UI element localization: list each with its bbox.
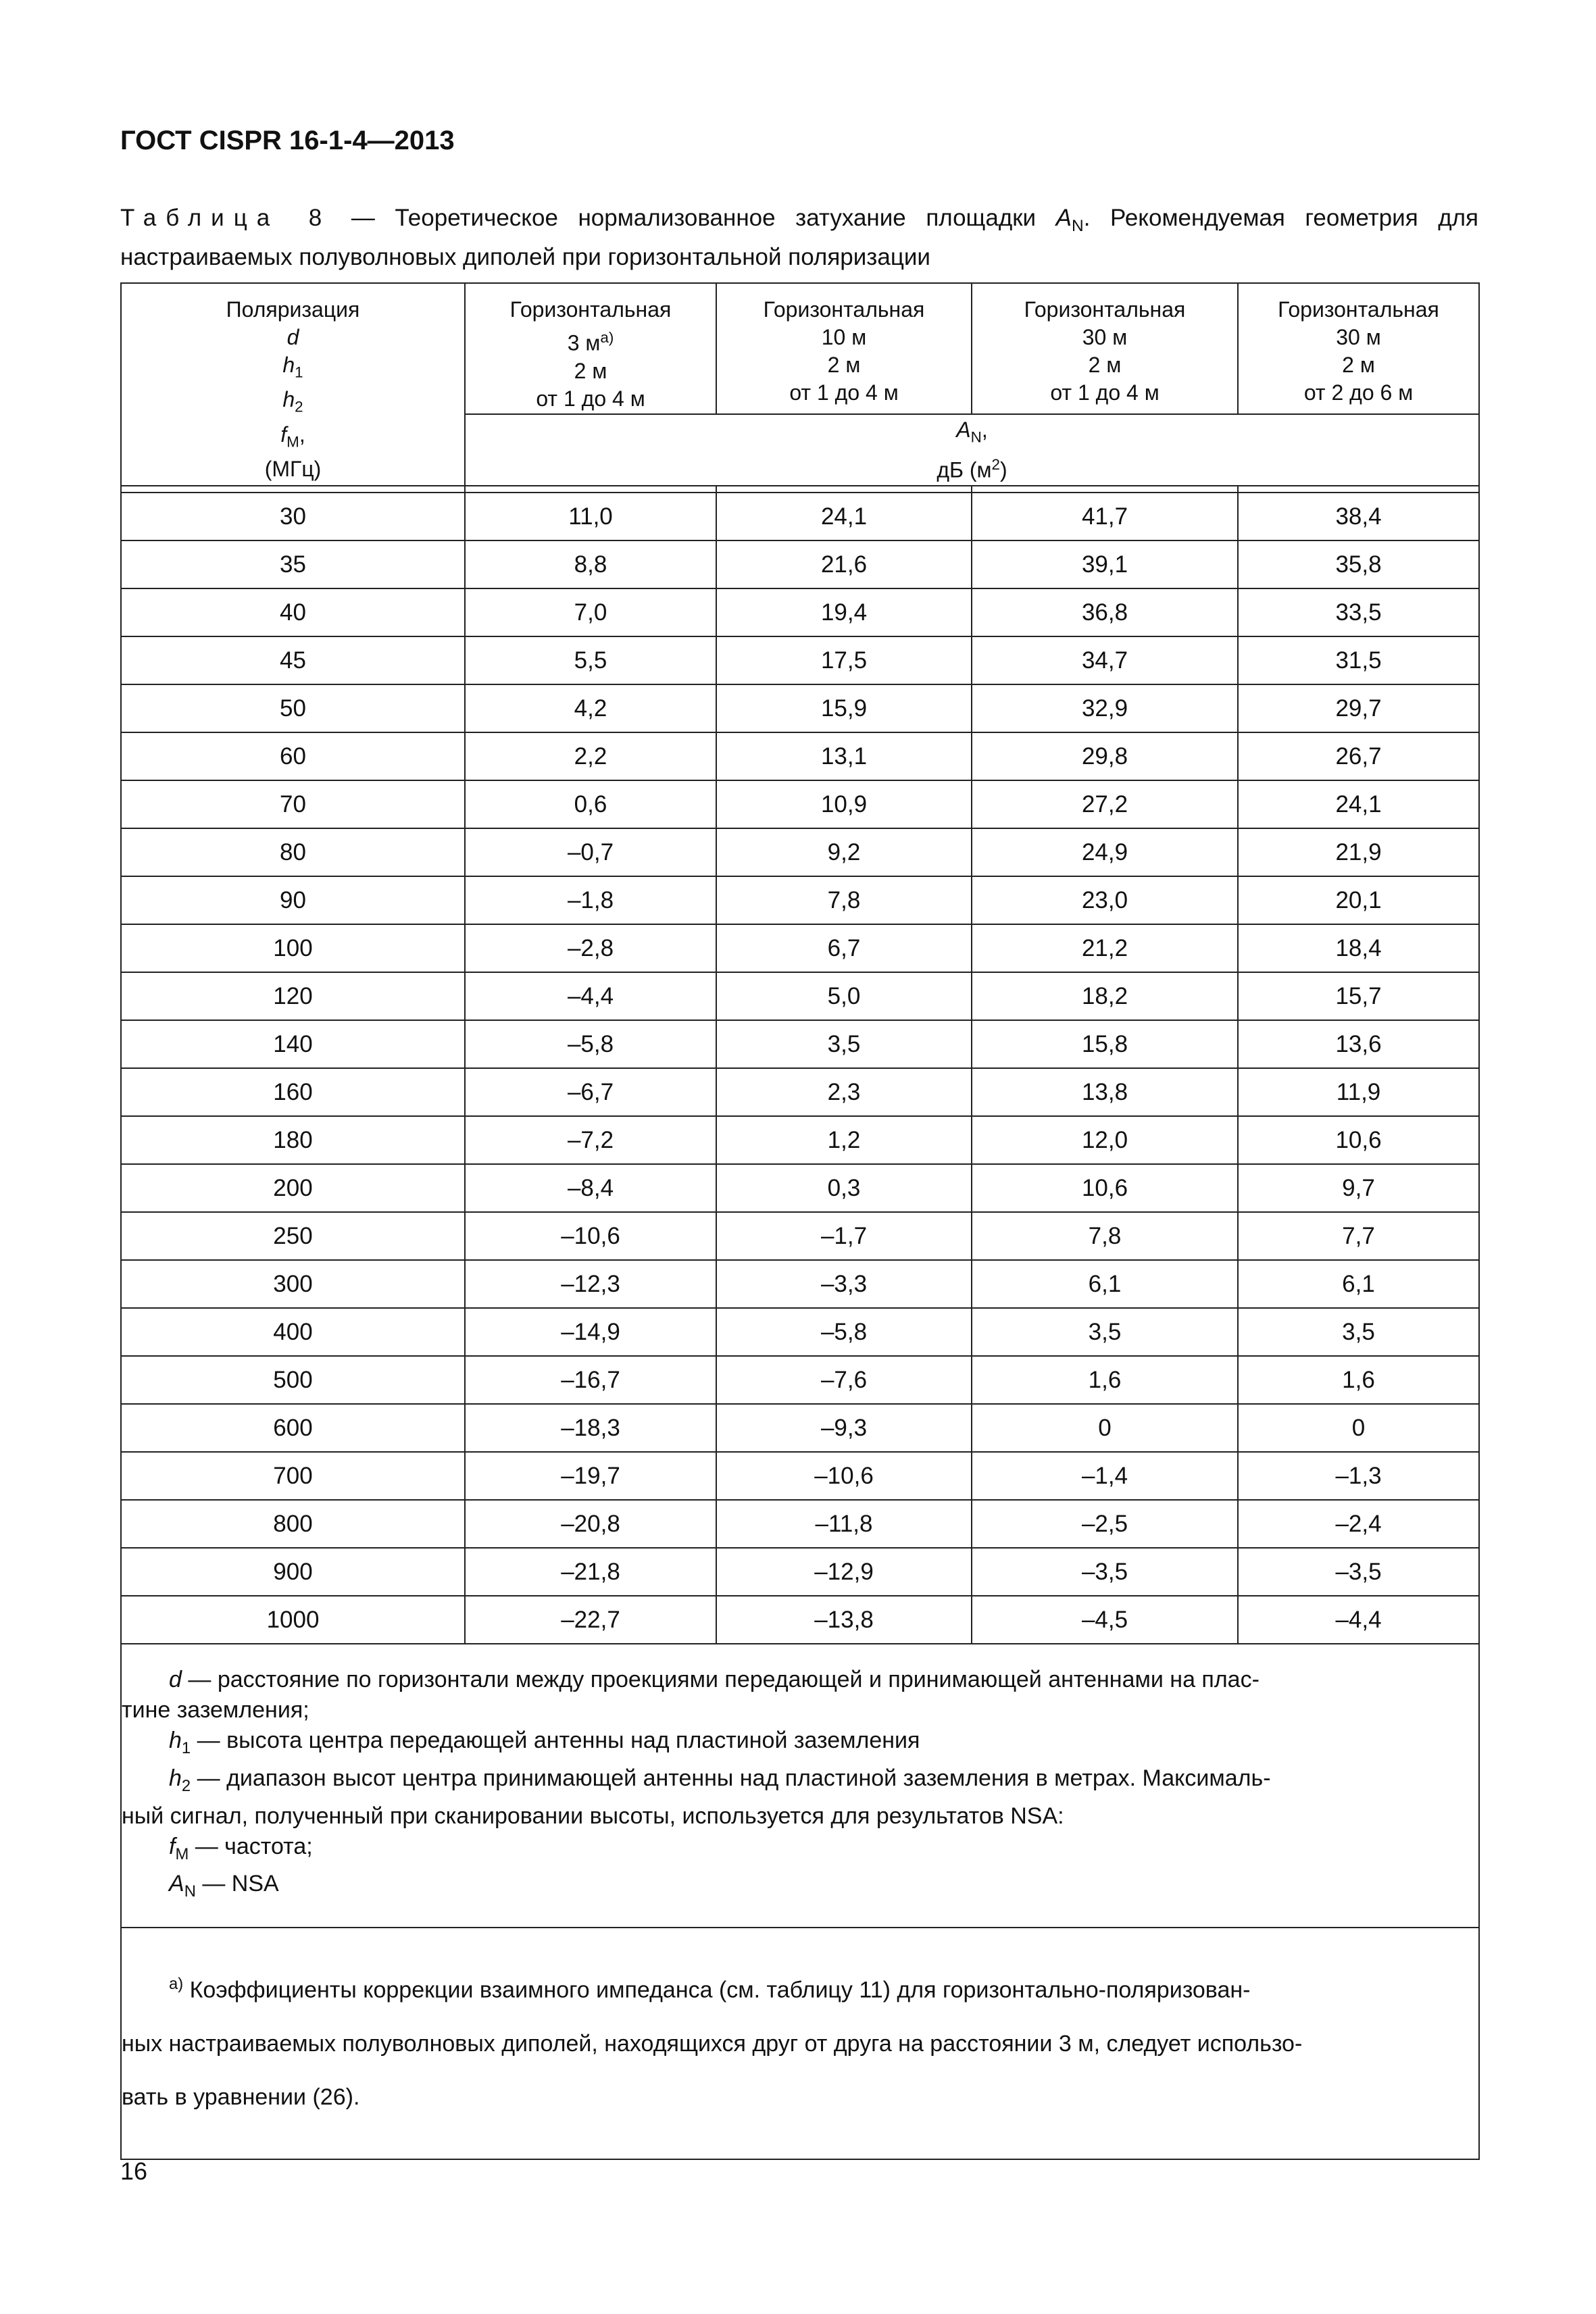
value-cell: 9,7 xyxy=(1238,1164,1479,1212)
frequency-cell: 600 xyxy=(121,1404,465,1452)
frequency-cell: 1000 xyxy=(121,1596,465,1644)
value-cell: 26,7 xyxy=(1238,732,1479,780)
table-row xyxy=(121,636,1479,684)
table-row xyxy=(121,732,1479,780)
value-cell: 1,2 xyxy=(716,1116,972,1164)
value-cell: –1,8 xyxy=(465,876,716,924)
value-cell: –21,8 xyxy=(465,1548,716,1596)
table-row xyxy=(121,1404,1479,1452)
frequency-cell: 900 xyxy=(121,1548,465,1596)
value-cell: 6,1 xyxy=(972,1260,1238,1308)
frequency-cell: 800 xyxy=(121,1500,465,1548)
frequency-cell: 45 xyxy=(121,636,465,684)
table-row xyxy=(121,1356,1479,1404)
table-footnote: $^{a)}$ Коэффициенты коррекции взаимного импеданса (см. таблицу 11) для горизонтально-поляризован- ных настраиваемых полуволновых диполей, находящихся друг от друга на расстоянии 3 м, следует использо- вать в уравнении (26). xyxy=(121,1928,1479,2159)
value-cell: 3,5 xyxy=(716,1020,972,1068)
value-cell: 1,6 xyxy=(972,1356,1238,1404)
value-cell: 13,1 xyxy=(716,732,972,780)
frequency-cell: 100 xyxy=(121,924,465,972)
value-cell: 1,6 xyxy=(1238,1356,1479,1404)
value-cell: 12,0 xyxy=(972,1116,1238,1164)
value-cell: 9,2 xyxy=(716,828,972,876)
value-cell: 2,3 xyxy=(716,1068,972,1116)
value-cell: 0,6 xyxy=(465,780,716,828)
value-cell: –4,4 xyxy=(465,972,716,1020)
value-cell: 6,7 xyxy=(716,924,972,972)
table-row xyxy=(121,588,1479,636)
value-cell: –1,7 xyxy=(716,1212,972,1260)
table-row xyxy=(121,828,1479,876)
frequency-cell: 400 xyxy=(121,1308,465,1356)
value-cell: 17,5 xyxy=(716,636,972,684)
header-separator xyxy=(121,486,1479,493)
table-row xyxy=(121,1548,1479,1596)
value-cell: –7,2 xyxy=(465,1116,716,1164)
frequency-cell: 300 xyxy=(121,1260,465,1308)
value-cell: 0 xyxy=(972,1404,1238,1452)
value-cell: –0,7 xyxy=(465,828,716,876)
value-cell: 18,4 xyxy=(1238,924,1479,972)
value-cell: –5,8 xyxy=(465,1020,716,1068)
table-row xyxy=(121,1452,1479,1500)
table-row xyxy=(121,876,1479,924)
table-row xyxy=(121,540,1479,588)
frequency-cell: 80 xyxy=(121,828,465,876)
nsa-table xyxy=(120,282,1480,2160)
value-cell: 0,3 xyxy=(716,1164,972,1212)
table-row xyxy=(121,1308,1479,1356)
table-row xyxy=(121,972,1479,1020)
value-cell: 11,9 xyxy=(1238,1068,1479,1116)
frequency-cell: 140 xyxy=(121,1020,465,1068)
value-cell: –12,9 xyxy=(716,1548,972,1596)
parameter-header-cell: Поляризация d $h_1$ $h_2$ $f_M$, (МГц) xyxy=(121,283,465,486)
frequency-cell: 40 xyxy=(121,588,465,636)
value-cell: 24,1 xyxy=(1238,780,1479,828)
value-cell: –14,9 xyxy=(465,1308,716,1356)
frequency-cell: 120 xyxy=(121,972,465,1020)
column-header: Горизонтальная 10 м 2 м от 1 до 4 м xyxy=(716,283,972,414)
value-cell: –2,8 xyxy=(465,924,716,972)
value-cell: 13,8 xyxy=(972,1068,1238,1116)
value-cell: 2,2 xyxy=(465,732,716,780)
value-cell: 18,2 xyxy=(972,972,1238,1020)
value-cell: –2,5 xyxy=(972,1500,1238,1548)
value-cell: –19,7 xyxy=(465,1452,716,1500)
value-cell: –4,4 xyxy=(1238,1596,1479,1644)
value-cell: 7,0 xyxy=(465,588,716,636)
value-cell: 24,9 xyxy=(972,828,1238,876)
value-cell: 6,1 xyxy=(1238,1260,1479,1308)
value-cell: 3,5 xyxy=(972,1308,1238,1356)
frequency-cell: 200 xyxy=(121,1164,465,1212)
value-cell: 36,8 xyxy=(972,588,1238,636)
value-cell: 41,7 xyxy=(972,493,1238,540)
value-cell: 21,6 xyxy=(716,540,972,588)
table-row xyxy=(121,924,1479,972)
value-cell: 38,4 xyxy=(1238,493,1479,540)
table-row xyxy=(121,1596,1479,1644)
value-cell: 29,7 xyxy=(1238,684,1479,732)
column-header: Горизонтальная 3 $м^{a)}$ 2 м от 1 до 4 м xyxy=(465,283,716,414)
value-cell: –8,4 xyxy=(465,1164,716,1212)
value-cell: –4,5 xyxy=(972,1596,1238,1644)
value-cell: –1,4 xyxy=(972,1452,1238,1500)
value-cell: –3,5 xyxy=(972,1548,1238,1596)
value-cell: 0 xyxy=(1238,1404,1479,1452)
column-header: Горизонтальная 30 м 2 м от 1 до 4 м xyxy=(972,283,1238,414)
frequency-cell: 160 xyxy=(121,1068,465,1116)
value-cell: 7,8 xyxy=(972,1212,1238,1260)
value-cell: 10,9 xyxy=(716,780,972,828)
value-cell: 29,8 xyxy=(972,732,1238,780)
frequency-cell: 60 xyxy=(121,732,465,780)
value-cell: 21,9 xyxy=(1238,828,1479,876)
table-row xyxy=(121,684,1479,732)
value-cell: 10,6 xyxy=(972,1164,1238,1212)
value-cell: –1,3 xyxy=(1238,1452,1479,1500)
column-header: Горизонтальная 30 м 2 м от 2 до 6 м xyxy=(1238,283,1479,414)
value-cell: 11,0 xyxy=(465,493,716,540)
document-header: ГОСТ CISPR 16-1-4—2013 xyxy=(120,126,455,155)
value-cell: 13,6 xyxy=(1238,1020,1479,1068)
value-cell: 34,7 xyxy=(972,636,1238,684)
table-notes: d — расстояние по горизонтали между проекциями передающей и принимающей антеннами на плас- тине заземления; $h_1$ — высота центра передающей антенны над пластиной заземления $h_2$ — диапазон высот центра принимающей антенны над пластиной заземления в метрах. Максималь- ный сигнал, полученный при сканировании высоты, используется для результатов NSA: $f_M$ — частота; $A_N$ — NSA xyxy=(121,1644,1479,1928)
value-cell: 7,8 xyxy=(716,876,972,924)
value-cell: 31,5 xyxy=(1238,636,1479,684)
value-cell: –16,7 xyxy=(465,1356,716,1404)
value-cell: 5,0 xyxy=(716,972,972,1020)
value-cell: –18,3 xyxy=(465,1404,716,1452)
value-cell: 15,9 xyxy=(716,684,972,732)
value-cell: 5,5 xyxy=(465,636,716,684)
value-cell: –3,5 xyxy=(1238,1548,1479,1596)
value-cell: –3,3 xyxy=(716,1260,972,1308)
value-cell: 35,8 xyxy=(1238,540,1479,588)
table-row xyxy=(121,1260,1479,1308)
frequency-cell: 250 xyxy=(121,1212,465,1260)
value-cell: 15,7 xyxy=(1238,972,1479,1020)
table-row xyxy=(121,1500,1479,1548)
value-cell: –11,8 xyxy=(716,1500,972,1548)
table-row xyxy=(121,1116,1479,1164)
page-number: 16 xyxy=(120,2157,148,2185)
value-cell: –10,6 xyxy=(465,1212,716,1260)
value-cell: 19,4 xyxy=(716,588,972,636)
frequency-cell: 50 xyxy=(121,684,465,732)
value-cell: –12,3 xyxy=(465,1260,716,1308)
table-row xyxy=(121,780,1479,828)
value-unit-header: $A_N$, дБ $(м^2)$ xyxy=(465,414,1479,486)
frequency-cell: 30 xyxy=(121,493,465,540)
value-cell: 8,8 xyxy=(465,540,716,588)
value-cell: –7,6 xyxy=(716,1356,972,1404)
value-cell: –22,7 xyxy=(465,1596,716,1644)
value-cell: –6,7 xyxy=(465,1068,716,1116)
value-cell: 20,1 xyxy=(1238,876,1479,924)
table-caption: Таблица 8 — Теоретическое нормализованное затухание площадки $A_N$. Рекомендуемая геометрия для настраиваемых полуволновых диполей при горизонтальной поляризации xyxy=(120,205,1479,270)
table-row xyxy=(121,1164,1479,1212)
value-cell: –13,8 xyxy=(716,1596,972,1644)
value-cell: 10,6 xyxy=(1238,1116,1479,1164)
value-cell: 39,1 xyxy=(972,540,1238,588)
frequency-cell: 70 xyxy=(121,780,465,828)
frequency-cell: 700 xyxy=(121,1452,465,1500)
table-row xyxy=(121,1068,1479,1116)
value-cell: 24,1 xyxy=(716,493,972,540)
table-row xyxy=(121,493,1479,540)
table-row xyxy=(121,1020,1479,1068)
value-cell: –5,8 xyxy=(716,1308,972,1356)
value-cell: 27,2 xyxy=(972,780,1238,828)
value-cell: 33,5 xyxy=(1238,588,1479,636)
value-cell: 3,5 xyxy=(1238,1308,1479,1356)
table-row xyxy=(121,1212,1479,1260)
value-cell: 7,7 xyxy=(1238,1212,1479,1260)
value-cell: 23,0 xyxy=(972,876,1238,924)
value-cell: 21,2 xyxy=(972,924,1238,972)
value-cell: –10,6 xyxy=(716,1452,972,1500)
value-cell: 32,9 xyxy=(972,684,1238,732)
table-label: Таблица 8 xyxy=(120,205,332,231)
frequency-cell: 180 xyxy=(121,1116,465,1164)
value-cell: 4,2 xyxy=(465,684,716,732)
value-cell: –20,8 xyxy=(465,1500,716,1548)
frequency-cell: 35 xyxy=(121,540,465,588)
frequency-cell: 500 xyxy=(121,1356,465,1404)
frequency-cell: 90 xyxy=(121,876,465,924)
table-body xyxy=(121,493,1479,1644)
value-cell: 15,8 xyxy=(972,1020,1238,1068)
value-cell: –9,3 xyxy=(716,1404,972,1452)
value-cell: –2,4 xyxy=(1238,1500,1479,1548)
